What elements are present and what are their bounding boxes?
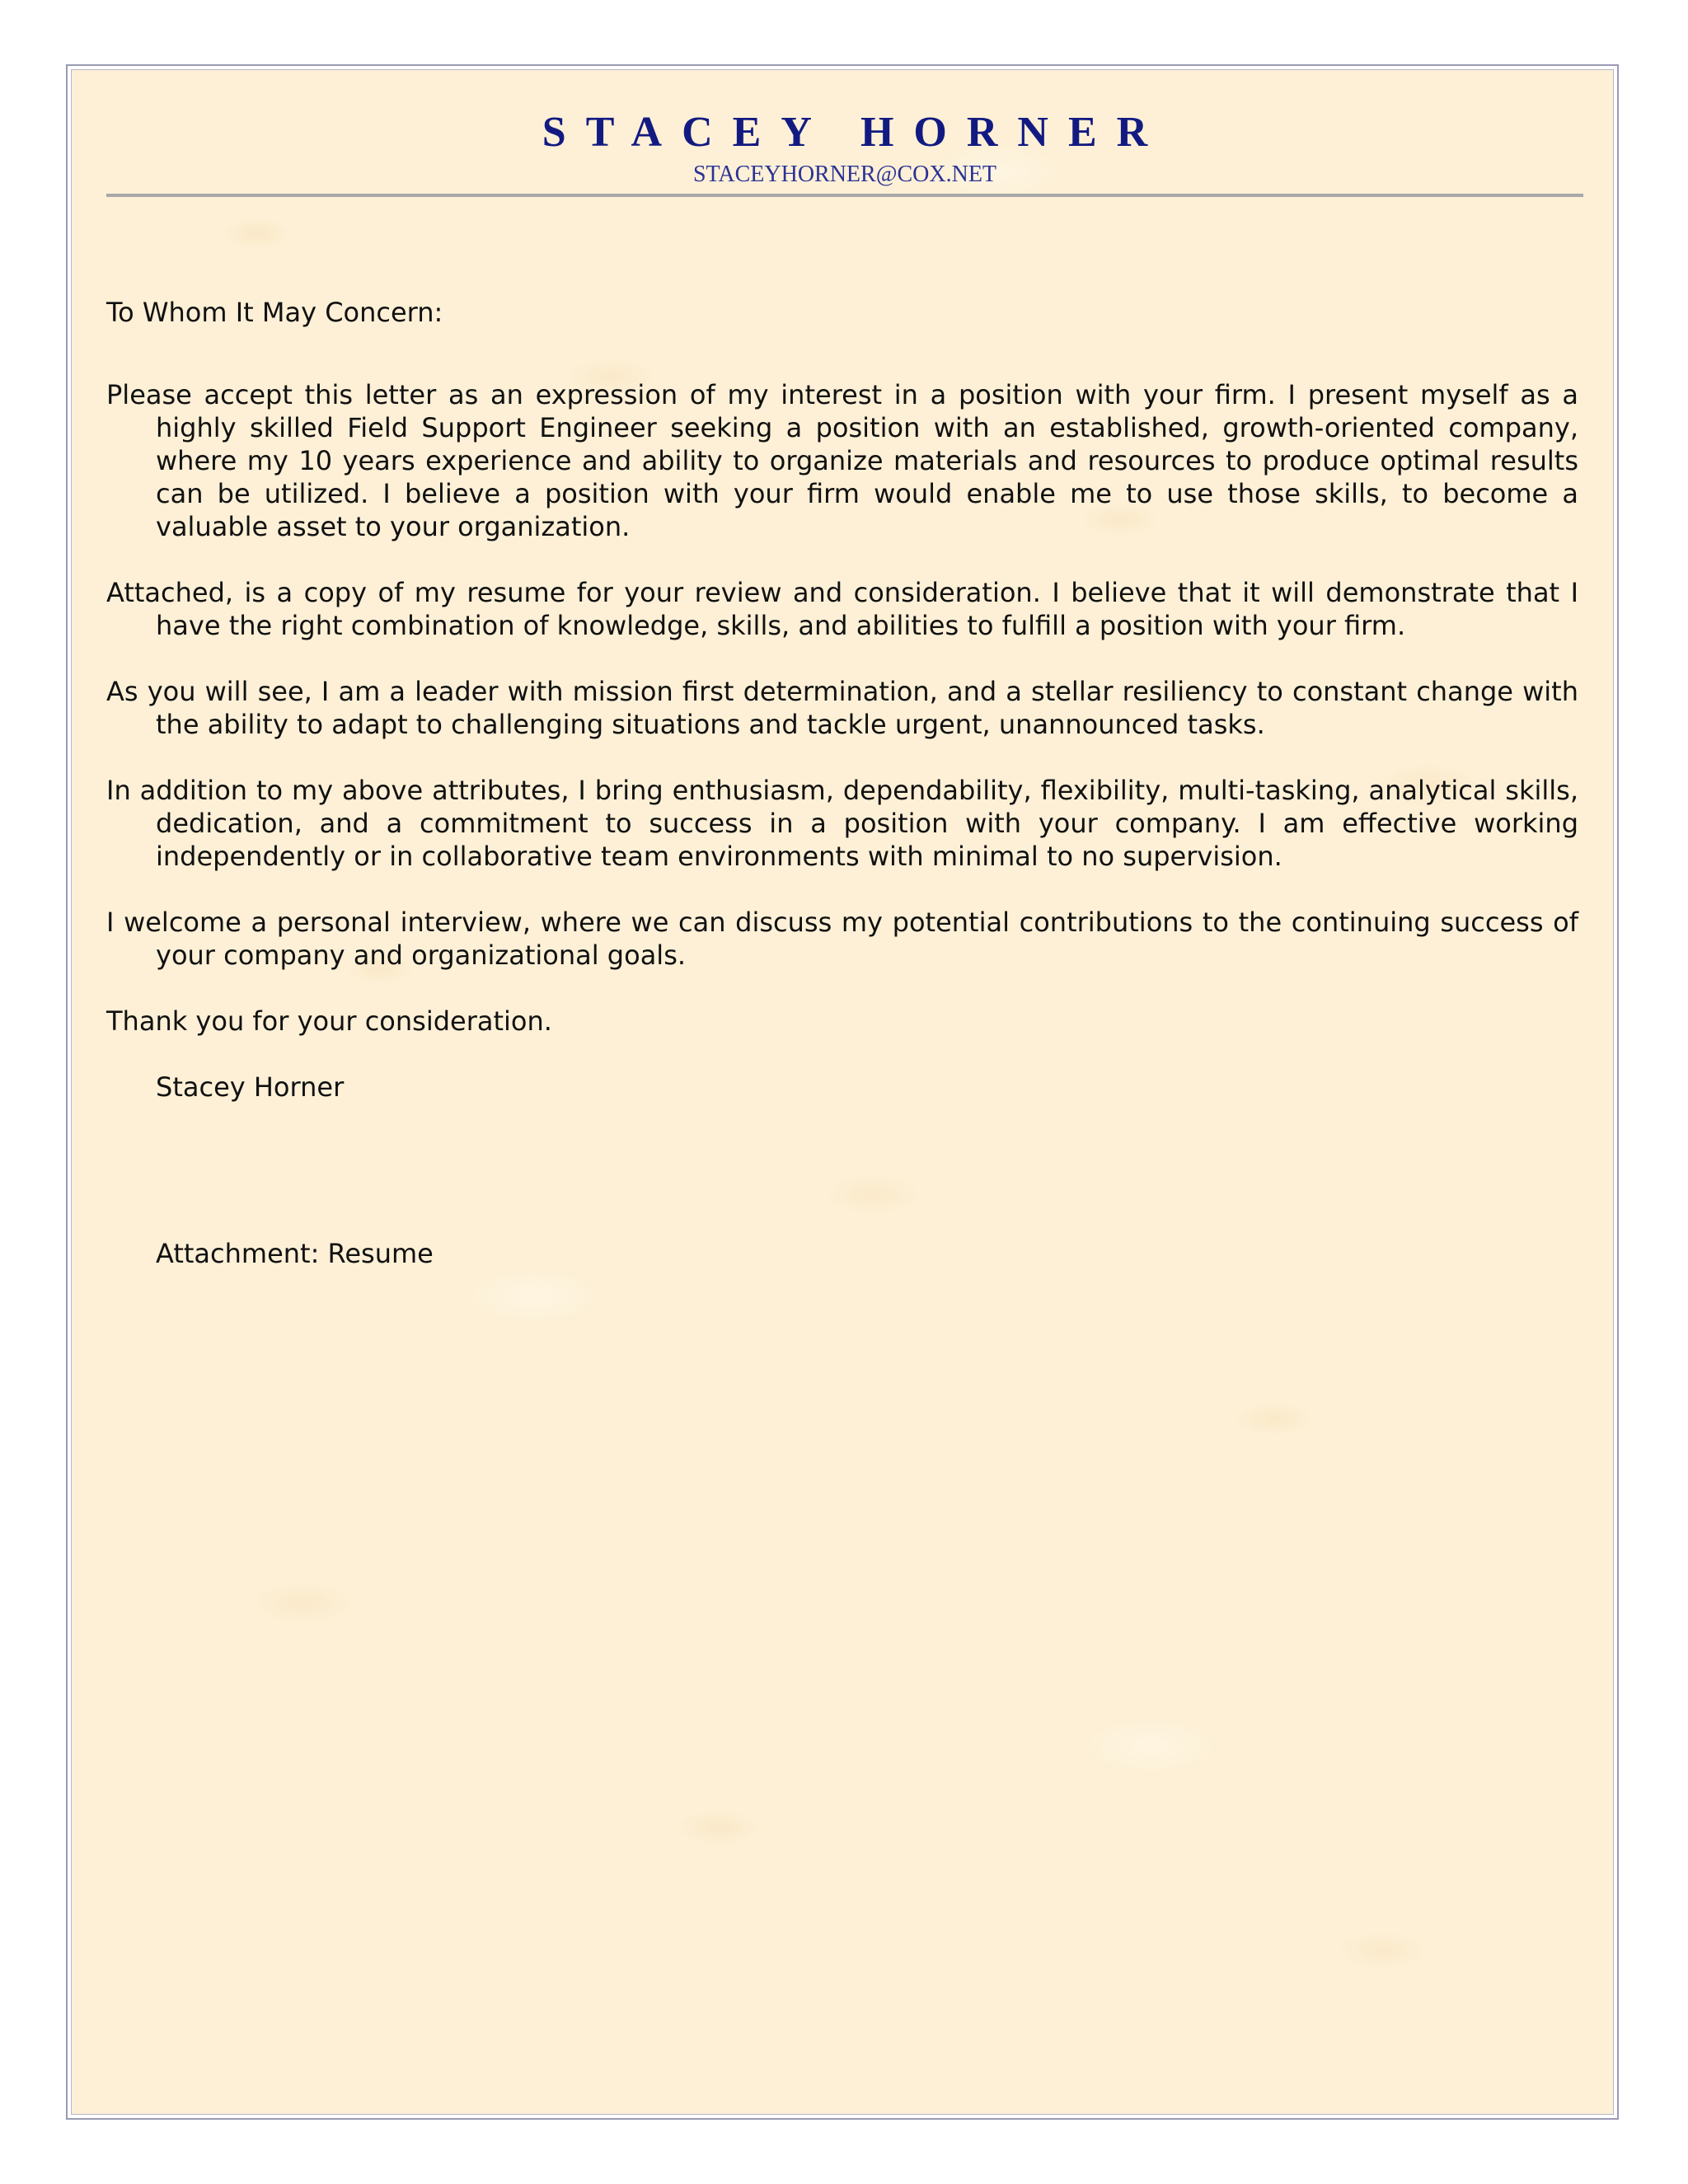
sender-name: STACEY HORNER: [542, 109, 1168, 156]
letterhead: [106, 106, 1583, 197]
paragraph-interest: Please accept this letter as an expression of my interest in a position with your firm. I present myself as a highly skilled Field Support Engineer seeking a position with an established, growth-oriented company, where my 10 years experience and ability to organize materials and resources to produce optimal results can be utilized. I believe a position with your firm would enable me to use those skills, to become a valuable asset to your organization.: [106, 379, 1578, 542]
paragraph-leader: As you will see, I am a leader with mission first determination, and a stellar resiliency to constant change with the ability to adapt to challenging situations and tackle urgent, unannounced tasks.: [106, 676, 1578, 740]
header-divider: [106, 194, 1583, 197]
letter-body: [106, 227, 1578, 1270]
page-frame: [66, 64, 1619, 2120]
attachment-note: Attachment: Resume: [156, 1238, 434, 1269]
sender-email: STACEYHORNER@COX.NET: [692, 162, 997, 187]
salutation: To Whom It May Concern:: [106, 297, 443, 328]
paragraph-attributes: In addition to my above attributes, I bring enthusiasm, dependability, flexibility, multi-tasking, analytical skills, dedication, and a commitment to success in a position with your company. I am effective working independently or in collaborative team environments with minimal to no supervision.: [106, 775, 1578, 872]
paragraph-attached: Attached, is a copy of my resume for your review and consideration. I believe that it will demonstrate that I have the right combination of knowledge, skills, and abilities to fulfill a position with your firm.: [106, 577, 1578, 641]
closing: Thank you for your consideration.: [106, 1005, 552, 1037]
paragraph-interview: I welcome a personal interview, where we can discuss my potential contributions to the continuing success of your company and organizational goals.: [106, 907, 1578, 971]
signature: Stacey Horner: [156, 1071, 345, 1103]
letter-page: [71, 69, 1614, 2115]
